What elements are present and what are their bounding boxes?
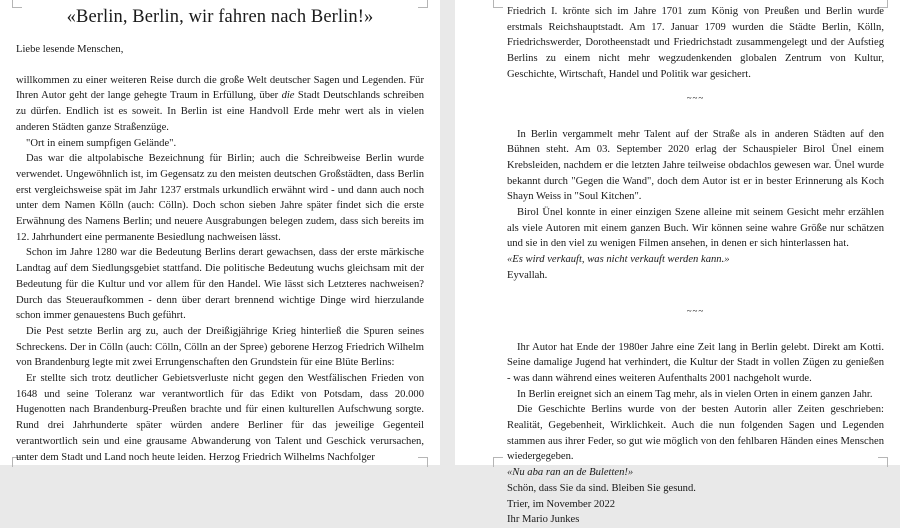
quote: «Es wird verkauft, was nicht verkauft werden kann.»	[507, 254, 730, 266]
signature: Ihr Mario Junkes	[507, 514, 580, 526]
left-page	[0, 0, 440, 465]
section-ornament: ~~~	[686, 92, 705, 103]
paragraph: Die Geschichte Berlins wurde von der besten Autorin aller Zeiten geschrieben: Realität, Gegebenheit, Wirklichkeit. Auch die nun folgenden Sagen und Legenden stammen aus ihrer Feder, so gut wie möglich von den fehlbaren Händen eines Menschen wiedergegeben.	[507, 404, 884, 463]
paragraph: Birol Ünel konnte in einer einzigen Szene alleine mit seinem Gesicht mehr erzählen als viele Autoren mit einem ganzen Buch. Wir können seine wahre Größe nur schätzen und sie in den viel zu wenigen Filmen ansehen, in denen er sich hinterlassen hat.	[507, 207, 884, 250]
quote: "Ort in einem sumpfigen Gelände".	[26, 137, 177, 149]
paragraph: In Berlin vergammelt mehr Talent auf der Straße als in anderen Städten auf den Bühnen steht. Am 03. September 2020 erlag der Schauspieler Birol Ünel einem Krebsleiden, nachdem er die letzten Jahre teilweise obdachlos gewesen war. Ünel wurde bekannt durch "Gegen die Wand", doch dem Autor ist er in bester Erinnerung als Koch Shayn Weiss in "Soul Kitchen".	[507, 128, 884, 203]
paragraph: Das war die altpolabische Bezeichnung für Birlin; auch die Schreibweise Berlin wurde verwendet. Ungewöhnlich ist, im Gegensatz zu den meisten deutschen Großstädten, dass Berlin erst vergleichsweise spät im Jahr 1237 erstmals urkundlich erwähnt wird - und dann auch noch unter dem Namen Kölln (auch: Cölln). Doch schon sieben Jahre später findet sich die erste Erwähnung des Namens Berlin; und neuere Ausgrabungen belegen zudem, dass sich bereits im 12. Jahrhundert eine permanente Besiedlung nachweisen lässt.	[16, 153, 424, 243]
paragraph: Die Pest setzte Berlin arg zu, auch der Dreißigjährige Krieg hinterließ die Spuren seines Schreckens. Der in Cölln (auch: Cölln, Cölln an der Spree) geborene Herzog Friedrich Wilhelm von Brandenburg legte mit zwei Errungenschaften den Grundstein für eine Blüte Berlins:	[16, 325, 424, 369]
right-page	[455, 0, 900, 526]
paragraph: Friedrich I. krönte sich im Jahre 1701 zum König von Preußen und Berlin wurde erstmals Reichshauptstadt. Am 17. Januar 1709 wurden die Städte Berlin, Kölln, Friedrichswerder, Dorotheenstadt und Friedrichstadt zusammengelegt und der Aufstieg Berlins zu einem nicht mehr wegzudenkenden globalen Zentrum von Kultur, Geschichte, Wirtschaft, Handel und Politik war gesichert.	[507, 6, 884, 80]
emphasis-text: die	[281, 90, 295, 102]
paragraph	[16, 73, 424, 136]
crop-mark	[493, 0, 503, 8]
chapter-title: «Berlin, Berlin, wir fahren nach Berlin!»	[66, 7, 374, 27]
paragraph: Schon im Jahre 1280 war die Bedeutung Berlins derart gewachsen, dass der erste märkische Landtag auf dem Siedlungsgebiet stattfand. Die politische Bedeutung wuchs gleichsam mit der Bedeutung für die Kultur und vor allem für den Handel. Wie lässt sich Letzteres nachweisen? Durch das Steueraufkommen - denn über derart brennend wichtige Dinge wird hierzulande schon immer genauestens Buch geführt.	[16, 247, 424, 322]
paragraph: Ihr Autor hat Ende der 1980er Jahre eine Zeit lang in Berlin gelebt. Direkt am Kotti. Seine damalige Jugend hat verhindert, die Kultur der Stadt in vollen Zügen zu genießen - was dann während eines weiteren Aufenthalts 2001 nachgeholt wurde.	[507, 341, 884, 384]
quote: «Nu aba ran an de Buletten!»	[507, 467, 634, 479]
section-ornament: ~~~	[686, 305, 705, 316]
place-date: Trier, im November 2022	[507, 498, 616, 510]
paragraph: In Berlin ereignet sich an einem Tag mehr, als in vielen Orten in einem ganzen Jahr.	[517, 388, 873, 400]
closing-line: Schön, dass Sie da sind. Bleiben Sie gesund.	[507, 482, 696, 494]
paragraph-text: willkommen zu einer weiteren Reise durch die große Welt deutscher Sagen und Legenden. Für Ihren Autor geht der lange gehegte Traum in Erfüllung, über	[16, 74, 424, 102]
paragraph: Er stellte sich trotz deutlicher Gebietsverluste nicht gegen den Westfälischen Frieden von 1648 und seine Toleranz war verantwortlich für das Edikt von Potsdam, dass 20.000 Hugenotten nach Brandenburg-Preußen brachte und für einen kulturellen Aufschwung sorgte. Rund drei Jahrhunderte später würden andere Berliner für das jeweilige Gegenteil verantwortlich sein und eine grausame Abwanderung von Talent und Geschick verursachen, unter dem Stadt und Land noch heute leiden. Herzog Friedrich Wilhelms Nachfolger	[16, 373, 424, 463]
right-page-text	[507, 4, 884, 528]
left-page-text	[16, 0, 424, 465]
salutation: Liebe lesende Menschen,	[16, 44, 124, 55]
paragraph-text: Stadt Deutschlands schreiben zu dürfen. Endlich ist es soweit. In Berlin ist eine Handvoll Erde mehr wert als in vielen anderen Städten ganze Straßenzüge.	[16, 90, 424, 133]
paragraph: Eyvallah.	[507, 269, 548, 281]
crop-mark	[493, 457, 503, 467]
